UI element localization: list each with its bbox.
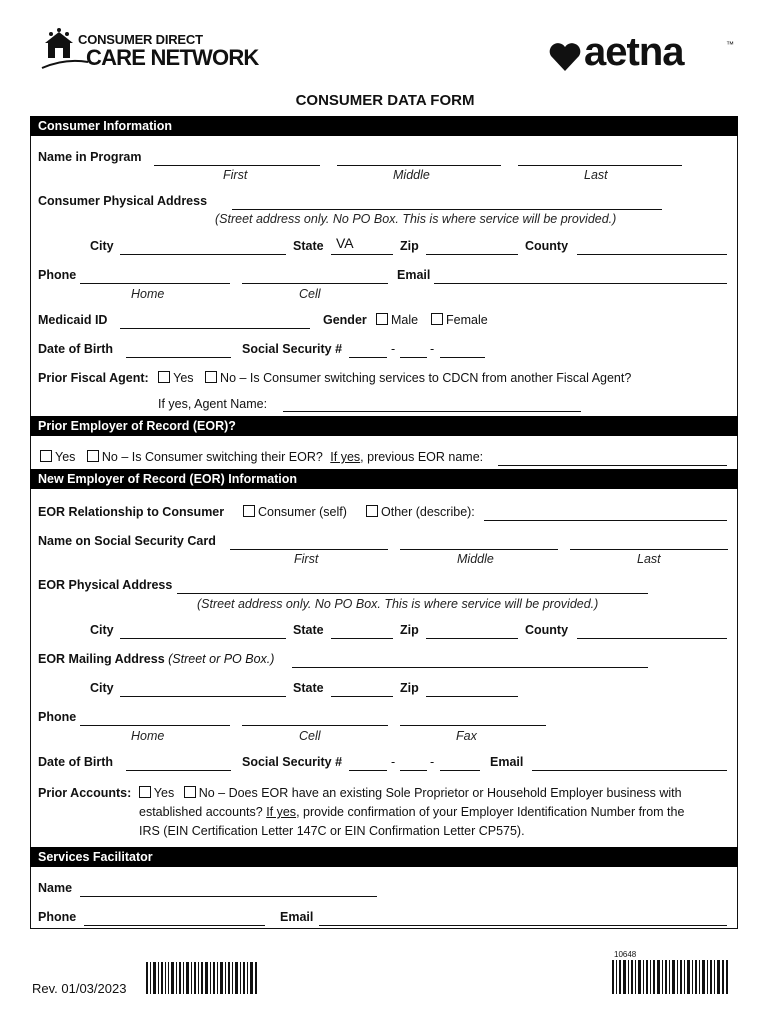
eor-city-field[interactable] bbox=[120, 624, 286, 639]
eor-consumer-self-option[interactable] bbox=[243, 505, 347, 519]
prior-accounts-row bbox=[38, 786, 682, 800]
prior-eor-yes-label: Yes bbox=[55, 450, 76, 464]
consumer-cell-phone-field[interactable] bbox=[242, 269, 388, 284]
form-title: CONSUMER DATA FORM bbox=[295, 92, 475, 109]
eor-mailing-row bbox=[38, 652, 274, 666]
eor-home-phone-field[interactable] bbox=[80, 711, 230, 726]
eor-other-option[interactable] bbox=[366, 505, 475, 519]
if-yes-text: If yes bbox=[266, 805, 297, 819]
ssc-name-label: Name on Social Security Card bbox=[38, 534, 216, 548]
eor-dob-field[interactable] bbox=[126, 756, 231, 771]
eor-home-caption: Home bbox=[131, 729, 165, 743]
eor-phone-label: Phone bbox=[38, 710, 77, 724]
agent-name-field[interactable] bbox=[283, 397, 581, 412]
consumer-state-value: VA bbox=[336, 235, 354, 251]
if-yes-text: If yes bbox=[330, 450, 361, 464]
consumer-self-checkbox[interactable] bbox=[243, 505, 255, 517]
consumer-address-label: Consumer Physical Address bbox=[38, 194, 208, 208]
eor-first-name-field[interactable] bbox=[230, 535, 388, 550]
email-label: Email bbox=[397, 268, 431, 282]
prior-accounts-line2 bbox=[139, 805, 684, 819]
prior-fiscal-yes-label: Yes bbox=[173, 371, 194, 385]
male-label: Male bbox=[391, 313, 419, 327]
ssn-part2-field[interactable] bbox=[400, 343, 427, 358]
eor-ssn-part3-field[interactable] bbox=[440, 756, 480, 771]
prior-fiscal-yes-checkbox[interactable] bbox=[158, 371, 170, 383]
consumer-dob-field[interactable] bbox=[126, 343, 231, 358]
medicaid-id-field[interactable] bbox=[120, 314, 310, 329]
eor-county-label: County bbox=[525, 623, 569, 637]
prior-fiscal-label: Prior Fiscal Agent: bbox=[38, 371, 149, 385]
zip-label: Zip bbox=[400, 239, 419, 253]
consumer-home-phone-field[interactable] bbox=[80, 269, 230, 284]
consumer-address-note: (Street address only. No PO Box. This is where service will be provided.) bbox=[215, 212, 617, 226]
female-checkbox[interactable] bbox=[431, 313, 443, 325]
prior-accounts-yes-checkbox[interactable] bbox=[139, 786, 151, 798]
consumer-last-name-field[interactable] bbox=[518, 151, 682, 166]
eor-other-describe-field[interactable] bbox=[484, 506, 727, 521]
medicaid-id-label: Medicaid ID bbox=[38, 313, 108, 327]
eor-fax-field[interactable] bbox=[400, 711, 546, 726]
eor-cell-caption: Cell bbox=[299, 729, 321, 743]
consumer-first-name-field[interactable] bbox=[154, 151, 320, 166]
eor-middle-name-field[interactable] bbox=[400, 535, 558, 550]
prior-accounts-yes-label: Yes bbox=[153, 786, 175, 800]
previous-eor-name-label: , previous EOR name: bbox=[360, 450, 484, 464]
last-caption: Last bbox=[584, 168, 608, 182]
prior-accounts-no-checkbox[interactable] bbox=[184, 786, 196, 798]
swoosh-icon bbox=[40, 58, 90, 70]
facilitator-email-label: Email bbox=[280, 910, 314, 924]
eor-middle-caption: Middle bbox=[457, 552, 494, 566]
section-new-eor: New Employer of Record (EOR) Information bbox=[30, 469, 738, 489]
eor-ssn-part2-field[interactable] bbox=[400, 756, 427, 771]
eor-address-note: (Street address only. No PO Box. This is where service will be provided.) bbox=[197, 597, 599, 611]
prior-accounts-label: Prior Accounts: bbox=[38, 786, 132, 800]
cdcn-line1: CONSUMER DIRECT bbox=[78, 32, 203, 47]
eor-address-label: EOR Physical Address bbox=[38, 578, 173, 592]
section-prior-eor: Prior Employer of Record (EOR)? bbox=[30, 416, 738, 436]
consumer-zip-field[interactable] bbox=[426, 240, 518, 255]
prior-fiscal-no-label: No – Is Consumer switching services to CDCN from another Fiscal Agent? bbox=[220, 371, 632, 385]
house-people-icon bbox=[42, 28, 76, 62]
barcode-right bbox=[612, 960, 728, 994]
eor-ssn-label: Social Security # bbox=[242, 755, 343, 769]
eor-county-field[interactable] bbox=[577, 624, 727, 639]
male-checkbox[interactable] bbox=[376, 313, 388, 325]
form-number: 10648 bbox=[614, 950, 637, 959]
consumer-city-field[interactable] bbox=[120, 240, 286, 255]
eor-ssn-part1-field[interactable] bbox=[349, 756, 387, 771]
eor-mailing-label: EOR Mailing Address bbox=[38, 652, 165, 666]
facilitator-email-field[interactable] bbox=[319, 911, 727, 926]
eor-last-name-field[interactable] bbox=[570, 535, 728, 550]
mail-state-field[interactable] bbox=[331, 682, 393, 697]
eor-zip-field[interactable] bbox=[426, 624, 518, 639]
facilitator-name-label: Name bbox=[38, 881, 73, 895]
section-services-facilitator: Services Facilitator bbox=[30, 847, 738, 867]
ssn-part1-field[interactable] bbox=[349, 343, 387, 358]
eor-relationship-label: EOR Relationship to Consumer bbox=[38, 505, 225, 519]
name-in-program-label: Name in Program bbox=[38, 150, 142, 164]
eor-first-caption: First bbox=[294, 552, 319, 566]
aetna-wordmark: aetna bbox=[584, 30, 684, 74]
mail-city-label: City bbox=[90, 681, 114, 695]
eor-city-label: City bbox=[90, 623, 114, 637]
other-label: Other (describe): bbox=[381, 505, 475, 519]
agent-name-label: If yes, Agent Name: bbox=[158, 397, 268, 411]
ssn-separator: - bbox=[430, 755, 435, 769]
eor-mailing-field[interactable] bbox=[292, 653, 648, 668]
prior-accounts-text: , provide confirmation of your Employer Identification Number from the bbox=[296, 805, 685, 819]
section-consumer-information: Consumer Information bbox=[30, 116, 738, 136]
facilitator-phone-label: Phone bbox=[38, 910, 77, 924]
prior-accounts-text: established accounts? bbox=[139, 805, 263, 819]
consumer-county-field[interactable] bbox=[577, 240, 727, 255]
aetna-tm: ™ bbox=[726, 40, 734, 49]
eor-email-field[interactable] bbox=[532, 756, 727, 771]
cdcn-line2: CARE NETWORK bbox=[86, 45, 259, 70]
mail-state-label: State bbox=[293, 681, 324, 695]
eor-state-label: State bbox=[293, 623, 324, 637]
middle-caption: Middle bbox=[393, 168, 430, 182]
eor-state-field[interactable] bbox=[331, 624, 393, 639]
ssn-separator: - bbox=[391, 342, 396, 356]
eor-mailing-note: (Street or PO Box.) bbox=[168, 652, 275, 666]
ssn-separator: - bbox=[391, 755, 396, 769]
home-caption: Home bbox=[131, 287, 165, 301]
ssn-separator: - bbox=[430, 342, 435, 356]
eor-zip-label: Zip bbox=[400, 623, 419, 637]
prior-eor-yes-checkbox[interactable] bbox=[40, 450, 52, 462]
prior-eor-row bbox=[40, 450, 483, 464]
eor-email-label: Email bbox=[490, 755, 524, 769]
phone-label: Phone bbox=[38, 268, 77, 282]
city-label: City bbox=[90, 239, 114, 253]
eor-dob-label: Date of Birth bbox=[38, 755, 113, 769]
mail-zip-field[interactable] bbox=[426, 682, 518, 697]
female-label: Female bbox=[446, 313, 488, 327]
prior-accounts-line3: IRS (EIN Certification Letter 147C or EIN Confirmation Letter CP575). bbox=[139, 824, 525, 838]
county-label: County bbox=[525, 239, 569, 253]
revision-date: Rev. 01/03/2023 bbox=[32, 981, 127, 996]
consumer-email-field[interactable] bbox=[434, 269, 727, 284]
prior-eor-no-checkbox[interactable] bbox=[87, 450, 99, 462]
facilitator-phone-field[interactable] bbox=[84, 911, 265, 926]
prior-fiscal-row bbox=[38, 371, 631, 385]
gender-female-option[interactable] bbox=[431, 313, 488, 327]
mail-zip-label: Zip bbox=[400, 681, 419, 695]
gender-label: Gender bbox=[323, 313, 367, 327]
other-checkbox[interactable] bbox=[366, 505, 378, 517]
eor-cell-phone-field[interactable] bbox=[242, 711, 388, 726]
barcode-left bbox=[146, 962, 258, 994]
cell-caption: Cell bbox=[299, 287, 321, 301]
heart-icon bbox=[548, 42, 582, 72]
first-caption: First bbox=[223, 168, 248, 182]
prior-accounts-no-label: No – Does EOR have an existing Sole Proprietor or Household Employer business with bbox=[198, 786, 682, 800]
gender-male-option[interactable] bbox=[376, 313, 418, 327]
dob-label: Date of Birth bbox=[38, 342, 113, 356]
consumer-middle-name-field[interactable] bbox=[337, 151, 501, 166]
previous-eor-name-field[interactable] bbox=[498, 451, 727, 466]
consumer-address-field[interactable] bbox=[232, 195, 662, 210]
mail-city-field[interactable] bbox=[120, 682, 286, 697]
consumer-self-label: Consumer (self) bbox=[258, 505, 347, 519]
eor-address-field[interactable] bbox=[177, 579, 648, 594]
eor-fax-caption: Fax bbox=[456, 729, 477, 743]
prior-eor-no-label: No – Is Consumer switching their EOR? bbox=[101, 450, 323, 464]
ssn-label: Social Security # bbox=[242, 342, 343, 356]
state-label: State bbox=[293, 239, 324, 253]
eor-last-caption: Last bbox=[637, 552, 661, 566]
facilitator-name-field[interactable] bbox=[80, 882, 377, 897]
ssn-part3-field[interactable] bbox=[440, 343, 485, 358]
prior-fiscal-no-checkbox[interactable] bbox=[205, 371, 217, 383]
